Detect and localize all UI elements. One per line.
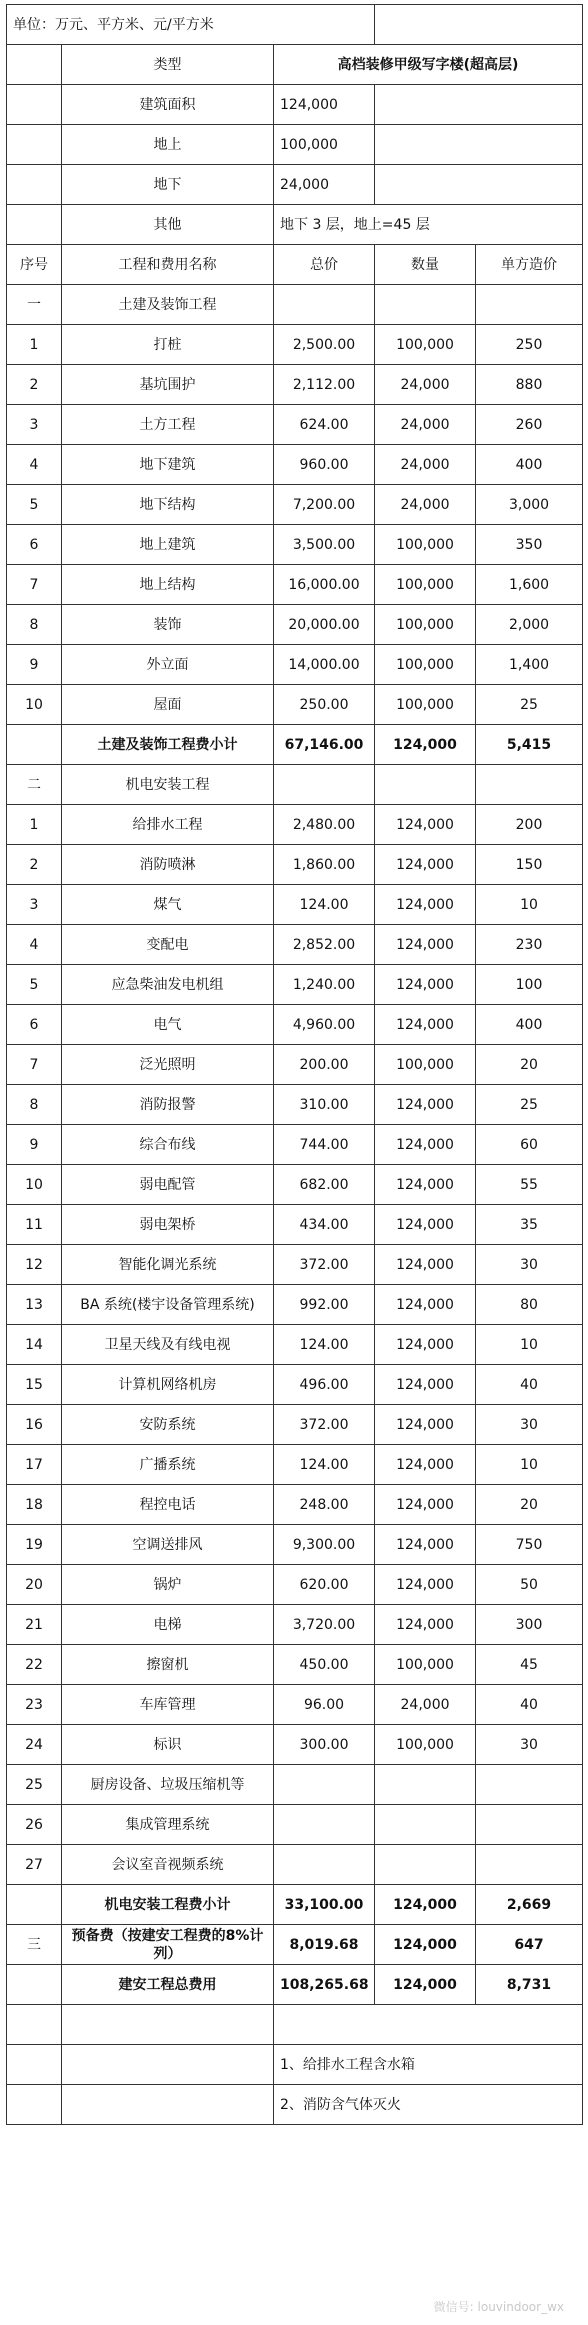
item-unit-cost: 350 [476, 525, 583, 565]
item-qty: 100,000 [375, 645, 476, 685]
item-total: 496.00 [274, 1365, 375, 1405]
item-name: 电梯 [62, 1605, 274, 1645]
item-qty: 124,000 [375, 1205, 476, 1245]
item-row [7, 965, 583, 1005]
item-unit-cost: 20 [476, 1485, 583, 1525]
subtotal-unit: 5,415 [476, 725, 583, 765]
item-no: 2 [7, 365, 62, 405]
item-no: 8 [7, 605, 62, 645]
item-unit-cost: 400 [476, 1005, 583, 1045]
item-qty: 124,000 [375, 1525, 476, 1565]
item-name: 车库管理 [62, 1685, 274, 1725]
item-name: 基坑围护 [62, 365, 274, 405]
item-unit-cost: 40 [476, 1685, 583, 1725]
item-name: 擦窗机 [62, 1645, 274, 1685]
item-total: 960.00 [274, 445, 375, 485]
item-total: 992.00 [274, 1285, 375, 1325]
item-total: 744.00 [274, 1125, 375, 1165]
note-text: 1、给排水工程含水箱 [274, 2045, 583, 2085]
item-qty: 124,000 [375, 1605, 476, 1645]
item-no: 19 [7, 1525, 62, 1565]
item-total: 372.00 [274, 1245, 375, 1285]
item-no: 8 [7, 1085, 62, 1125]
item-no: 13 [7, 1285, 62, 1325]
grand-total-row [7, 1965, 583, 2005]
item-unit-cost: 3,000 [476, 485, 583, 525]
item-row [7, 1325, 583, 1365]
item-unit-cost: 10 [476, 1325, 583, 1365]
item-total [274, 1765, 375, 1805]
item-qty: 124,000 [375, 1285, 476, 1325]
section-no: 二 [7, 765, 62, 805]
item-no: 27 [7, 1845, 62, 1885]
item-qty: 100,000 [375, 1645, 476, 1685]
item-no: 6 [7, 525, 62, 565]
item-name: 给排水工程 [62, 805, 274, 845]
item-qty: 124,000 [375, 1485, 476, 1525]
item-row [7, 1085, 583, 1125]
item-unit-cost: 40 [476, 1365, 583, 1405]
item-row [7, 1405, 583, 1445]
item-unit-cost: 80 [476, 1285, 583, 1325]
item-name: 锅炉 [62, 1565, 274, 1605]
item-name: 广播系统 [62, 1445, 274, 1485]
item-unit-cost: 30 [476, 1245, 583, 1285]
item-qty: 124,000 [375, 885, 476, 925]
item-total: 248.00 [274, 1485, 375, 1525]
item-unit-cost: 25 [476, 685, 583, 725]
item-row [7, 365, 583, 405]
item-row [7, 1045, 583, 1085]
item-name: 变配电 [62, 925, 274, 965]
item-unit-cost: 10 [476, 885, 583, 925]
item-no: 10 [7, 685, 62, 725]
item-qty: 124,000 [375, 1005, 476, 1045]
item-row [7, 1685, 583, 1725]
summary-value: 100,000 [274, 125, 375, 165]
item-name: 集成管理系统 [62, 1805, 274, 1845]
item-unit-cost: 35 [476, 1205, 583, 1245]
subtotal-row [7, 725, 583, 765]
item-qty [375, 1805, 476, 1845]
item-unit-cost: 250 [476, 325, 583, 365]
item-row [7, 1605, 583, 1645]
contingency-row [7, 1925, 583, 1965]
item-row [7, 1165, 583, 1205]
item-no: 1 [7, 325, 62, 365]
summary-row [7, 85, 583, 125]
summary-value: 124,000 [274, 85, 375, 125]
item-name: 外立面 [62, 645, 274, 685]
item-name: 标识 [62, 1725, 274, 1765]
grand-total-label: 建安工程总费用 [62, 1965, 274, 2005]
col-header: 工程和费用名称 [62, 245, 274, 285]
item-name: BA 系统(楼宇设备管理系统) [62, 1285, 274, 1325]
item-name: 泛光照明 [62, 1045, 274, 1085]
watermark-text: 微信号: louvindoor_wx [433, 2300, 564, 2314]
item-row [7, 1205, 583, 1245]
summary-label: 建筑面积 [62, 85, 274, 125]
section-header-row [7, 765, 583, 805]
item-row [7, 1245, 583, 1285]
item-total: 200.00 [274, 1045, 375, 1085]
item-unit-cost: 30 [476, 1725, 583, 1765]
item-row [7, 1285, 583, 1325]
item-unit-cost: 750 [476, 1525, 583, 1565]
item-qty: 24,000 [375, 405, 476, 445]
summary-label: 地下 [62, 165, 274, 205]
item-name: 地下结构 [62, 485, 274, 525]
item-qty: 24,000 [375, 445, 476, 485]
item-qty: 124,000 [375, 1165, 476, 1205]
note-text: 2、消防含气体灭火 [274, 2085, 583, 2125]
item-name: 综合布线 [62, 1125, 274, 1165]
item-qty: 100,000 [375, 325, 476, 365]
item-unit-cost [476, 1765, 583, 1805]
item-total: 1,240.00 [274, 965, 375, 1005]
item-unit-cost: 230 [476, 925, 583, 965]
item-total: 1,860.00 [274, 845, 375, 885]
item-unit-cost [476, 1845, 583, 1885]
item-total: 14,000.00 [274, 645, 375, 685]
item-no: 5 [7, 965, 62, 1005]
item-no: 22 [7, 1645, 62, 1685]
item-name: 计算机网络机房 [62, 1365, 274, 1405]
item-name: 装饰 [62, 605, 274, 645]
item-qty: 24,000 [375, 485, 476, 525]
item-unit-cost: 1,400 [476, 645, 583, 685]
unit-label: 单位：万元、平方米、元/平方米 [7, 5, 375, 45]
summary-value: 24,000 [274, 165, 375, 205]
item-no: 15 [7, 1365, 62, 1405]
item-qty: 100,000 [375, 525, 476, 565]
item-unit-cost: 1,600 [476, 565, 583, 605]
item-row [7, 1645, 583, 1685]
item-name: 土方工程 [62, 405, 274, 445]
column-header-row [7, 245, 583, 285]
item-name: 会议室音视频系统 [62, 1845, 274, 1885]
item-no: 26 [7, 1805, 62, 1845]
item-qty: 124,000 [375, 1445, 476, 1485]
item-qty [375, 1845, 476, 1885]
item-qty: 100,000 [375, 1725, 476, 1765]
item-name: 厨房设备、垃圾压缩机等 [62, 1765, 274, 1805]
item-unit-cost: 45 [476, 1645, 583, 1685]
section-title: 土建及装饰工程 [62, 285, 274, 325]
contingency-qty: 124,000 [375, 1925, 476, 1965]
item-total: 96.00 [274, 1685, 375, 1725]
item-no: 17 [7, 1445, 62, 1485]
item-row [7, 885, 583, 925]
grand-total-value: 108,265.68 [274, 1965, 375, 2005]
subtotal-row [7, 1885, 583, 1925]
item-no: 14 [7, 1325, 62, 1365]
item-total: 16,000.00 [274, 565, 375, 605]
summary-row [7, 165, 583, 205]
subtotal-unit: 2,669 [476, 1885, 583, 1925]
item-total: 3,720.00 [274, 1605, 375, 1645]
item-name: 程控电话 [62, 1485, 274, 1525]
col-header: 序号 [7, 245, 62, 285]
item-name: 打桩 [62, 325, 274, 365]
item-qty: 124,000 [375, 925, 476, 965]
item-qty: 124,000 [375, 1365, 476, 1405]
item-name: 安防系统 [62, 1405, 274, 1445]
subtotal-total: 67,146.00 [274, 725, 375, 765]
item-row [7, 1525, 583, 1565]
item-name: 消防报警 [62, 1085, 274, 1125]
item-no: 9 [7, 645, 62, 685]
item-name: 弱电架桥 [62, 1205, 274, 1245]
contingency-total: 8,019.68 [274, 1925, 375, 1965]
grand-total-qty: 124,000 [375, 1965, 476, 2005]
item-unit-cost: 25 [476, 1085, 583, 1125]
blank-row [7, 2005, 583, 2045]
item-row [7, 525, 583, 565]
item-total: 124.00 [274, 1325, 375, 1365]
item-total: 2,500.00 [274, 325, 375, 365]
item-qty: 124,000 [375, 1325, 476, 1365]
item-total: 124.00 [274, 885, 375, 925]
item-total: 7,200.00 [274, 485, 375, 525]
summary-row [7, 205, 583, 245]
item-qty: 124,000 [375, 1565, 476, 1605]
item-row [7, 645, 583, 685]
summary-value: 地下 3 层，地上=45 层 [274, 205, 583, 245]
item-unit-cost: 400 [476, 445, 583, 485]
item-no: 18 [7, 1485, 62, 1525]
item-name: 地上结构 [62, 565, 274, 605]
item-total: 250.00 [274, 685, 375, 725]
item-unit-cost: 55 [476, 1165, 583, 1205]
item-name: 卫星天线及有线电视 [62, 1325, 274, 1365]
item-no: 4 [7, 925, 62, 965]
note-row [7, 2045, 583, 2085]
item-no: 3 [7, 885, 62, 925]
note-row [7, 2085, 583, 2125]
item-qty: 124,000 [375, 1245, 476, 1285]
item-total: 2,480.00 [274, 805, 375, 845]
item-row [7, 405, 583, 445]
item-total: 124.00 [274, 1445, 375, 1485]
item-total: 4,960.00 [274, 1005, 375, 1045]
item-no: 3 [7, 405, 62, 445]
item-row [7, 1485, 583, 1525]
col-header: 数量 [375, 245, 476, 285]
item-name: 屋面 [62, 685, 274, 725]
item-total: 2,112.00 [274, 365, 375, 405]
item-row [7, 485, 583, 525]
type-value: 高档装修甲级写字楼(超高层) [274, 45, 583, 85]
item-total: 9,300.00 [274, 1525, 375, 1565]
subtotal-label: 机电安装工程费小计 [62, 1885, 274, 1925]
item-qty: 124,000 [375, 965, 476, 1005]
section-header-row [7, 285, 583, 325]
item-unit-cost: 30 [476, 1405, 583, 1445]
item-qty: 124,000 [375, 1085, 476, 1125]
item-no: 11 [7, 1205, 62, 1245]
item-no: 2 [7, 845, 62, 885]
item-total: 434.00 [274, 1205, 375, 1245]
item-row [7, 445, 583, 485]
item-no: 20 [7, 1565, 62, 1605]
contingency-label: 预备费（按建安工程费的8%计列） [62, 1925, 274, 1965]
item-row [7, 685, 583, 725]
item-unit-cost: 300 [476, 1605, 583, 1645]
item-name: 消防喷淋 [62, 845, 274, 885]
item-name: 智能化调光系统 [62, 1245, 274, 1285]
item-no: 7 [7, 565, 62, 605]
item-row [7, 1565, 583, 1605]
section-no: 三 [7, 1925, 62, 1965]
item-total: 450.00 [274, 1645, 375, 1685]
item-name: 弱电配管 [62, 1165, 274, 1205]
item-row [7, 565, 583, 605]
item-unit-cost: 260 [476, 405, 583, 445]
item-row [7, 1445, 583, 1485]
subtotal-label: 土建及装饰工程费小计 [62, 725, 274, 765]
item-row [7, 605, 583, 645]
item-name: 空调送排风 [62, 1525, 274, 1565]
item-qty: 100,000 [375, 565, 476, 605]
item-total: 372.00 [274, 1405, 375, 1445]
item-unit-cost: 50 [476, 1565, 583, 1605]
item-name: 应急柴油发电机组 [62, 965, 274, 1005]
item-row [7, 1365, 583, 1405]
contingency-unit: 647 [476, 1925, 583, 1965]
item-no: 5 [7, 485, 62, 525]
item-row [7, 1725, 583, 1765]
item-no: 7 [7, 1045, 62, 1085]
section-no: 一 [7, 285, 62, 325]
item-qty: 124,000 [375, 805, 476, 845]
item-name: 煤气 [62, 885, 274, 925]
subtotal-qty: 124,000 [375, 1885, 476, 1925]
item-no: 10 [7, 1165, 62, 1205]
type-row [7, 45, 583, 85]
item-qty: 100,000 [375, 1045, 476, 1085]
item-unit-cost: 880 [476, 365, 583, 405]
item-no: 4 [7, 445, 62, 485]
item-qty [375, 1765, 476, 1805]
item-no: 25 [7, 1765, 62, 1805]
item-row [7, 1765, 583, 1805]
type-label: 类型 [62, 45, 274, 85]
item-no: 9 [7, 1125, 62, 1165]
cost-table [6, 4, 583, 2125]
item-no: 12 [7, 1245, 62, 1285]
item-row [7, 1805, 583, 1845]
item-no: 1 [7, 805, 62, 845]
item-no: 16 [7, 1405, 62, 1445]
unit-row [7, 5, 583, 45]
item-total: 2,852.00 [274, 925, 375, 965]
item-row [7, 1005, 583, 1045]
item-total: 300.00 [274, 1725, 375, 1765]
summary-label: 地上 [62, 125, 274, 165]
item-total [274, 1805, 375, 1845]
item-name: 地上建筑 [62, 525, 274, 565]
subtotal-total: 33,100.00 [274, 1885, 375, 1925]
item-qty: 124,000 [375, 845, 476, 885]
section-title: 机电安装工程 [62, 765, 274, 805]
item-no: 24 [7, 1725, 62, 1765]
item-total: 624.00 [274, 405, 375, 445]
grand-total-unit: 8,731 [476, 1965, 583, 2005]
col-header: 单方造价 [476, 245, 583, 285]
item-qty: 124,000 [375, 1405, 476, 1445]
item-row [7, 1845, 583, 1885]
item-unit-cost: 60 [476, 1125, 583, 1165]
item-unit-cost: 2,000 [476, 605, 583, 645]
item-row [7, 1125, 583, 1165]
summary-row [7, 125, 583, 165]
item-unit-cost: 20 [476, 1045, 583, 1085]
summary-label: 其他 [62, 205, 274, 245]
item-unit-cost: 100 [476, 965, 583, 1005]
item-row [7, 805, 583, 845]
item-qty: 24,000 [375, 365, 476, 405]
item-unit-cost: 200 [476, 805, 583, 845]
item-no: 21 [7, 1605, 62, 1645]
item-qty: 100,000 [375, 605, 476, 645]
item-unit-cost [476, 1805, 583, 1845]
item-qty: 100,000 [375, 685, 476, 725]
item-total [274, 1845, 375, 1885]
item-row [7, 925, 583, 965]
item-total: 310.00 [274, 1085, 375, 1125]
item-name: 电气 [62, 1005, 274, 1045]
item-no: 6 [7, 1005, 62, 1045]
item-total: 620.00 [274, 1565, 375, 1605]
item-qty: 124,000 [375, 1125, 476, 1165]
col-header: 总价 [274, 245, 375, 285]
item-total: 682.00 [274, 1165, 375, 1205]
item-qty: 24,000 [375, 1685, 476, 1725]
item-row [7, 325, 583, 365]
item-name: 地下建筑 [62, 445, 274, 485]
subtotal-qty: 124,000 [375, 725, 476, 765]
item-total: 3,500.00 [274, 525, 375, 565]
item-row [7, 845, 583, 885]
item-total: 20,000.00 [274, 605, 375, 645]
item-unit-cost: 150 [476, 845, 583, 885]
item-no: 23 [7, 1685, 62, 1725]
item-unit-cost: 10 [476, 1445, 583, 1485]
